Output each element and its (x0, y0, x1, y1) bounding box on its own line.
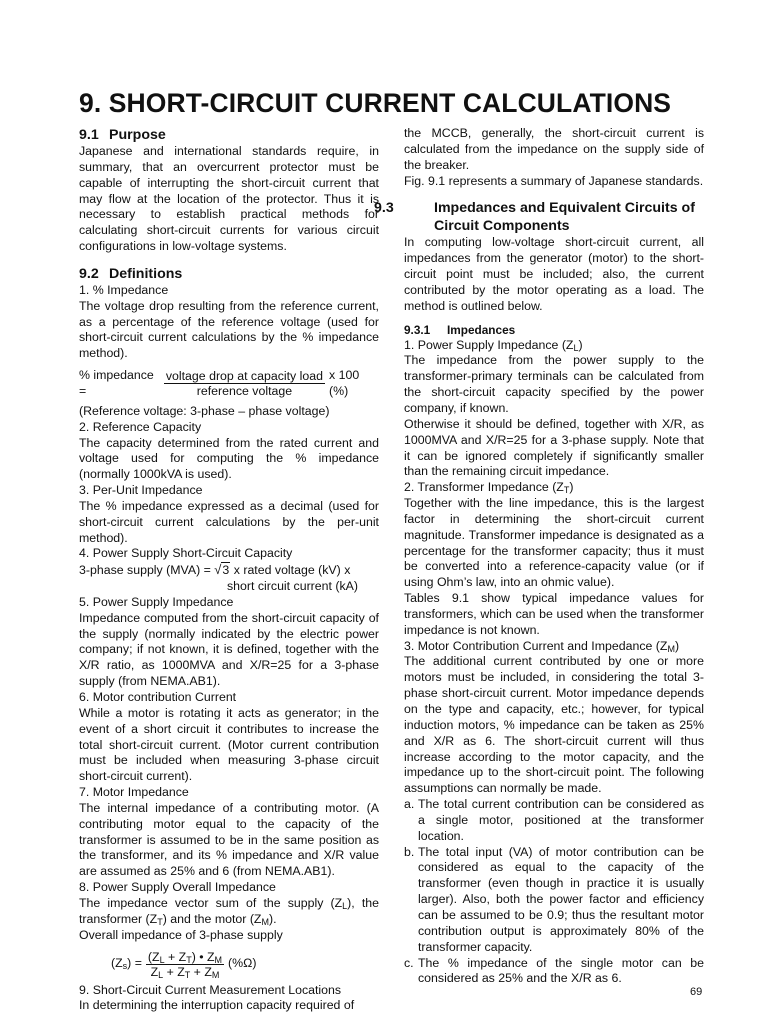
definition-4-title: 4. Power Supply Short-Circuit Capacity (79, 546, 293, 561)
definition-7-title: 7. Motor Impedance (79, 785, 189, 800)
impedance-2-title: 2. Transformer Impedance $(Z_T)$ (404, 480, 574, 496)
definition-8-title: 8. Power Supply Overall Impedance (79, 880, 276, 895)
continued-text: the MCCB, generally, the short-circuit current is calculated from the impedance on the supply side of the breaker. (404, 126, 704, 172)
right-column (374, 126, 704, 987)
list-item: b. The total input (VA) of motor contribution can be considered as equal to the capacity of the transformer (even though in practice it is usually larger). Also, both the power factor and efficiency can be assumed to be 0.9; thus the resultant motor contribution output is approximately 80% of the transformer capacity. (404, 844, 704, 954)
impedance-2-body: Together with the line impedance, this is the largest factor in determining the short-circuit current magnitude. Transformer impedance is designated as a percentage for the transformer capacity; thus it must be converted into a reference-capacity value (or if using Ohm’s law, into an ohmic value). (404, 496, 704, 590)
definition-2-title: 2. Reference Capacity (79, 419, 202, 434)
percent-impedance-formula: % impedance = $\frac{\text{voltage drop at capacity load}}{\text{reference voltage}}$ x 100 (%) (79, 368, 360, 399)
definition-9-body: In determining the interruption capacity required of (79, 998, 355, 1013)
impedance-1-body: The impedance from the power supply to the transformer-primary terminals can be calculated from the short-circuit capacity specified by the power company, if known. (404, 353, 704, 415)
overall-impedance-formula: $(Z_s)$ = $\frac{(Z_L + Z_T) • Z_M}{Z_L + Z_T + Z_M}$ (%Ω) (111, 949, 257, 980)
page-number: 69 (690, 986, 703, 998)
definition-1-body: The voltage drop resulting from the reference current, as a percentage of the reference voltage (used for short-circuit current calculations by the % impedance method). (79, 298, 379, 361)
section-9-3-heading: 9.3 Impedances and Equivalent Circuits of Circuit Components (374, 200, 695, 235)
list-item: a. The total current contribution can be considered as a single motor, positioned at the transformer location. (404, 797, 704, 843)
definition-8-body: The impedance vector sum of the supply $(Z_L)$, the transformer $(Z_T)$ and the motor $(Z_M)$. (79, 895, 379, 927)
section-9-3-1-heading: 9.3.1 Impedances (404, 322, 516, 337)
section-9-1-body: Japanese and international standards require, in summary, that an overcurrent protector must be capable of interrupting the short-circuit current that may flow at the location of the protector. Thus it is necessary to establish practical methods for calculating short-circuit currents for various circuit configurations in low-voltage systems. (79, 144, 379, 254)
definition-5-title: 5. Power Supply Impedance (79, 594, 234, 609)
definition-9-title: 9. Short-Circuit Current Measurement Locations (79, 982, 342, 997)
page-title: 9. SHORT-CIRCUIT CURRENT CALCULATIONS (79, 88, 672, 118)
short-circuit-capacity-formula: 3-phase supply (MVA) = √3 x rated voltage (kV) x short circuit current (kA) (79, 562, 359, 594)
definition-6-body: While a motor is rotating it acts as generator; in the event of a short circuit it contributes to increase the total short-circuit current. (Motor current contribution must be included when measuring 3-phase circuit short-circuit current). (79, 705, 379, 784)
definition-7-body: The internal impedance of a contributing motor. (A contributing motor equal to the capacity of the transformer is assumed to be in the same position as the transformer, and its % impedance and X/R value are assumed as 25% and 6 (from NEMA.AB1). (79, 800, 379, 879)
definition-8-body-2: Overall impedance of 3-phase supply (79, 927, 283, 942)
definition-1-title: 1. % Impedance (79, 282, 169, 297)
definition-3-title: 3. Per-Unit Impedance (79, 483, 203, 498)
impedance-3-body: The additional current contributed by one or more motors must be included, in considering the total 3-phase short-circuit current. Motor impedance depends on the type and capacity, etc.; however, for typical induction motors, % impedance can be taken as 25% and X/R as 6. The short-circuit current will thus increase according to the motor capacity, and the impedance up to the short-circuit point. The following assumptions can normally be made. (404, 654, 704, 796)
section-9-2-heading: 9.2 Definitions (79, 265, 183, 282)
definition-2-body: The capacity determined from the rated current and voltage used for computing the % impedance (normally 1000kVA is used). (79, 435, 379, 482)
definition-3-body: The % impedance expressed as a decimal (used for short-circuit current calculations by the per-unit method). (79, 498, 379, 545)
square-root-symbol: √3 (214, 562, 230, 578)
section-9-3-body: In computing low-voltage short-circuit current, all impedances from the generator (motor) to the short-circuit point must be included; also, the current contributed by the motor operating as a load. The method is outlined below. (404, 235, 704, 313)
impedance-1-title: 1. Power Supply Impedance $(Z_L)$ (404, 337, 583, 353)
definition-1-note: (Reference voltage: 3-phase – phase voltage) (79, 403, 330, 418)
definition-6-title: 6. Motor contribution Current (79, 690, 237, 704)
list-item: c. The % impedance of the single motor can be considered as 25% and the X/R as 6. (404, 955, 704, 986)
definition-5-body: Impedance computed from the short-circuit capacity of the supply (normally indicated by the electric power company; if not known, it is defined, together with the X/R ratio, as 1000MVA and X/R=25 for a 3-phase supply (from NEMA.AB1). (79, 610, 379, 689)
figure-reference: Fig. 9.1 represents a summary of Japanese standards. (404, 173, 704, 188)
impedance-3-title: 3. Motor Contribution Current and Impedance $(Z_M)$ (404, 638, 680, 654)
section-9-1-heading: 9.1 Purpose (79, 127, 166, 143)
impedance-2-body-2: Tables 9.1 show typical impedance values for transformers, which can be used when the transformer impedance is not known. (404, 591, 704, 637)
impedance-1-body-2: Otherwise it should be defined, together with X/R, as 1000MVA and X/R=25 for a 3-phase supply. Note that it can be ignored completely if significantly smaller than the remaining circuit impedance. (404, 416, 704, 479)
left-column (79, 126, 379, 1014)
